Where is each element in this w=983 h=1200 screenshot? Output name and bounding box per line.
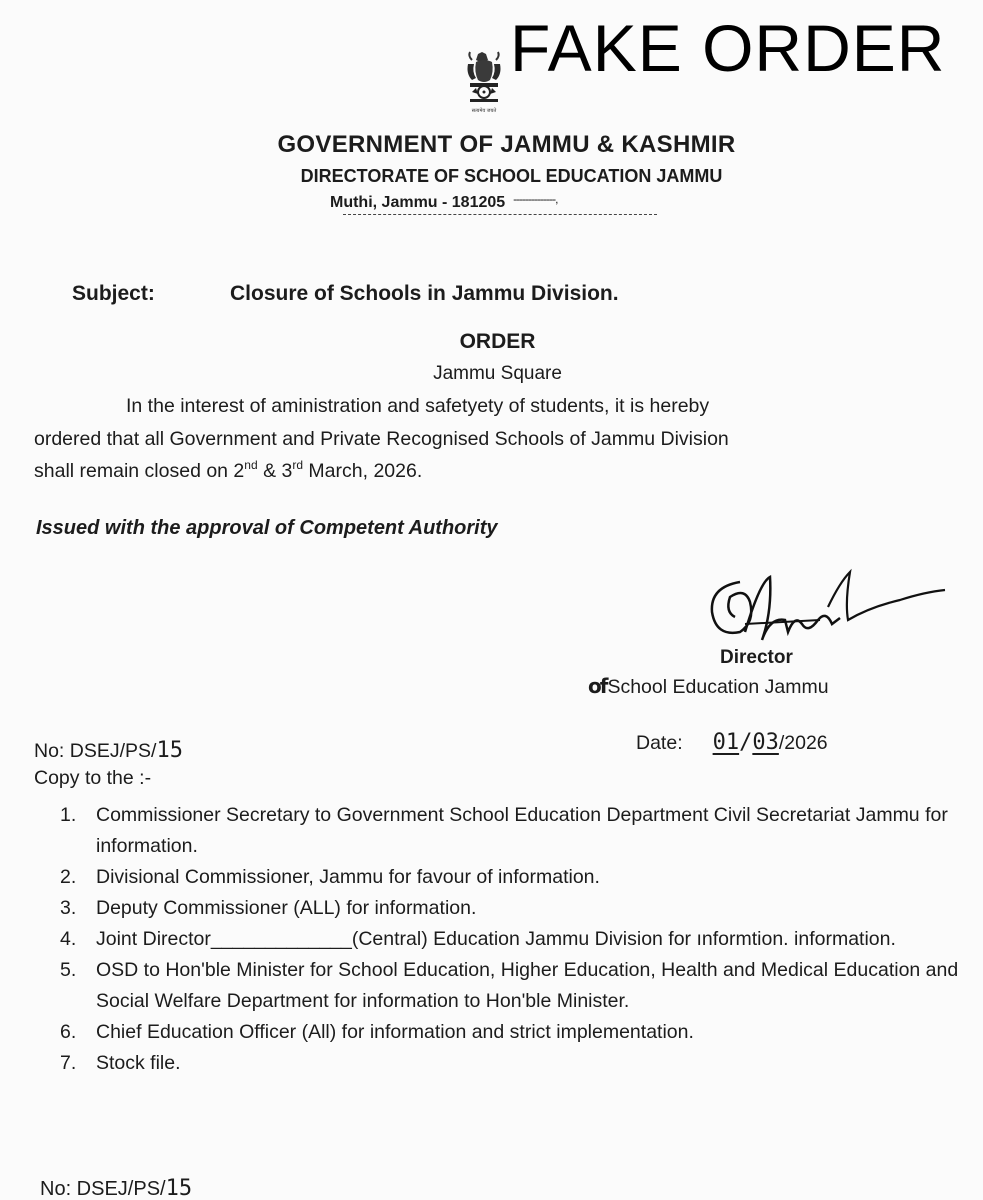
reference-number: No: DSEJ/PS/15 (34, 738, 183, 763)
order-title: ORDER (459, 330, 536, 353)
order-body-line-3: shall remain closed on 2nd & 3rd March, 2026. (34, 458, 423, 482)
handwritten-number: 15 (165, 1176, 193, 1200)
copy-to-list (60, 800, 960, 1079)
bottom-reference-number: No: DSEJ/PS/15 (40, 1176, 193, 1200)
subject-label: Subject: (72, 282, 155, 305)
fake-order-watermark: FAKE ORDER (510, 11, 946, 85)
list-item: 5. OSD to Hon'ble Minister for School Education, Higher Education, Health and Medical Education and Social Welfare Department for information to Hon'ble Minister. (60, 959, 959, 1012)
director-title: Director (720, 647, 793, 668)
date-superscript-nd: nd (244, 458, 258, 472)
date-day: 01 (712, 730, 740, 755)
list-item: 1. Commissioner Secretary to Government School Education Department Civil Secretariat Jammu for information. (60, 804, 948, 857)
order-body-line-1: In the interest of aministration and safetyety of students, it is hereby (126, 395, 710, 417)
address-text: Muthi, Jammu - 181205 (330, 194, 506, 211)
approval-note: Issued with the approval of Competent Authority (36, 517, 498, 539)
order-place: Jammu Square (433, 363, 562, 384)
national-emblem-icon (458, 50, 510, 122)
handwritten-number: 15 (156, 738, 183, 763)
list-item: 3. Deputy Commissioner (ALL) for information. (60, 897, 477, 919)
address (330, 192, 557, 212)
list-item: 4. Joint Director_____________(Central) Education Jammu Division for ınformtion. information. (60, 928, 896, 950)
emblem-caption: सत्यमेव जयते (471, 108, 497, 114)
list-item: 6. Chief Education Officer (All) for information and strict implementation. (60, 1021, 694, 1043)
date-superscript-rd: rd (292, 458, 304, 472)
order-body-line-2: ordered that all Government and Private Recognised Schools of Jammu Division (34, 428, 729, 450)
list-item: 7. Stock file. (60, 1052, 181, 1074)
date-label: Date: (636, 732, 683, 754)
list-item: 2. Divisional Commissioner, Jammu for favour of information. (60, 866, 600, 888)
government-title: GOVERNMENT OF JAMMU & KASHMIR (277, 131, 736, 158)
handwritten-of: of (588, 674, 607, 698)
subject-line (72, 282, 619, 306)
address-dashes: --------------, (513, 192, 558, 206)
subject-text: Closure of Schools in Jammu Division. (230, 282, 619, 305)
date-year: /2026 (778, 732, 828, 754)
order-date: Date: 01/03/2026 (636, 730, 828, 755)
copy-to-label: Copy to the :- (34, 767, 152, 789)
director-office: ofSchool Education Jammu (588, 674, 829, 698)
directorate-title: DIRECTORATE OF SCHOOL EDUCATION JAMMU (300, 166, 723, 186)
date-month: 03 (752, 730, 779, 755)
header-divider (343, 214, 657, 215)
